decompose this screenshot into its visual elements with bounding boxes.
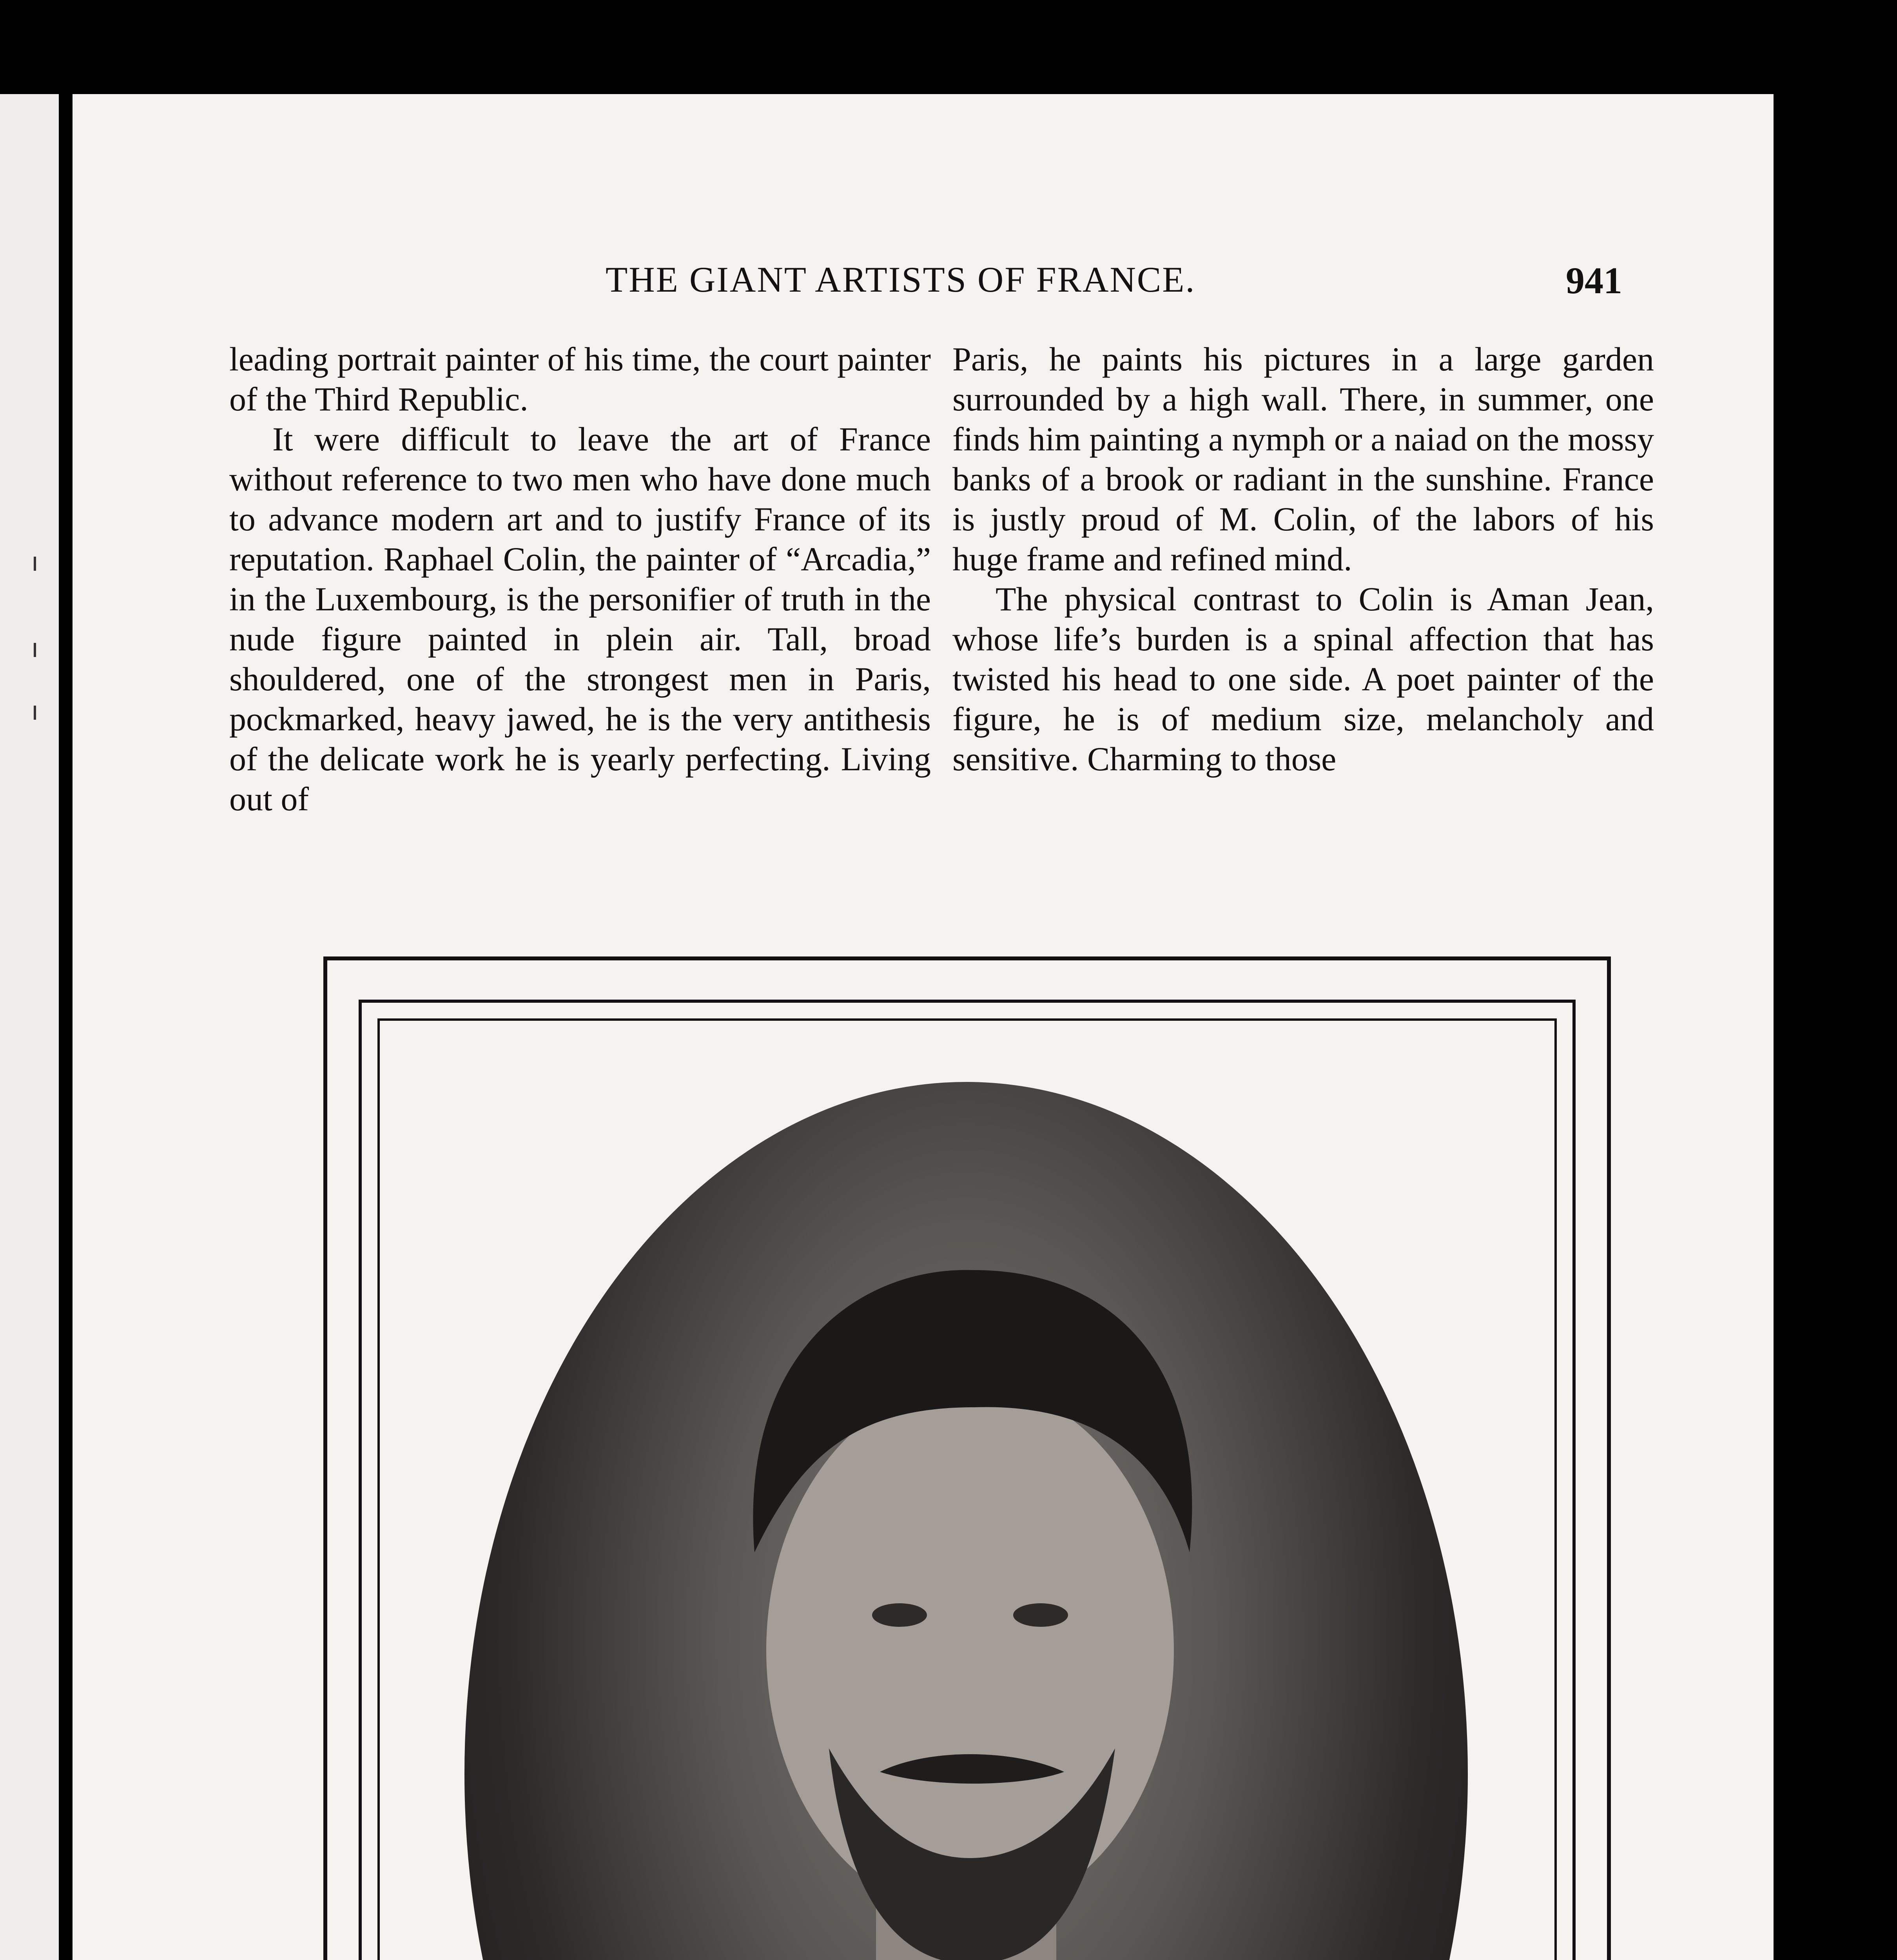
paragraph: leading portrait painter of his time, the court painter of the Third Republic. — [229, 340, 931, 418]
text-column-right — [952, 339, 1654, 779]
portrait-plate — [323, 956, 1611, 1960]
paragraph: It were difficult to leave the art of France without reference to two men who have done much to advance modern art and to justify France of its reputation. Raphael Colin, the painter of “Arcadia,” in the Luxembourg, is the personifier of truth in the nude figure painted in plein air. Tall, broad shouldered, one of the strongest men in Paris, pockmarked, heavy jawed, he is the very antithesis of the delicate work he is yearly perfecting. Living out of — [229, 420, 931, 818]
portrait-photograph — [464, 1082, 1468, 1960]
paragraph: Paris, he paints his pictures in a large garden surrounded by a high wall. There, in summer, one finds him painting a nymph or a naiad on the mossy banks of a brook or radiant in the sunshine. France is justly proud of M. Colin, of the labors of his huge frame and refined mind. — [952, 340, 1654, 578]
magazine-page — [73, 94, 1774, 1960]
paragraph: The physical contrast to Colin is Aman Jean, whose life’s burden is a spinal affection that has twisted his head to one side. A poet painter of the figure, he is of medium size, melancholy and sensitive. Charming to those — [952, 580, 1654, 778]
running-head-title: THE GIANT ARTISTS OF FRANCE. — [606, 260, 1196, 299]
facing-page-mark — [34, 557, 36, 571]
facing-page-mark — [34, 643, 36, 657]
facing-page-edge — [0, 94, 59, 1960]
running-head — [73, 259, 1774, 306]
facing-page-mark — [34, 706, 36, 720]
text-column-left — [229, 339, 931, 819]
page-number: 941 — [1566, 260, 1622, 301]
